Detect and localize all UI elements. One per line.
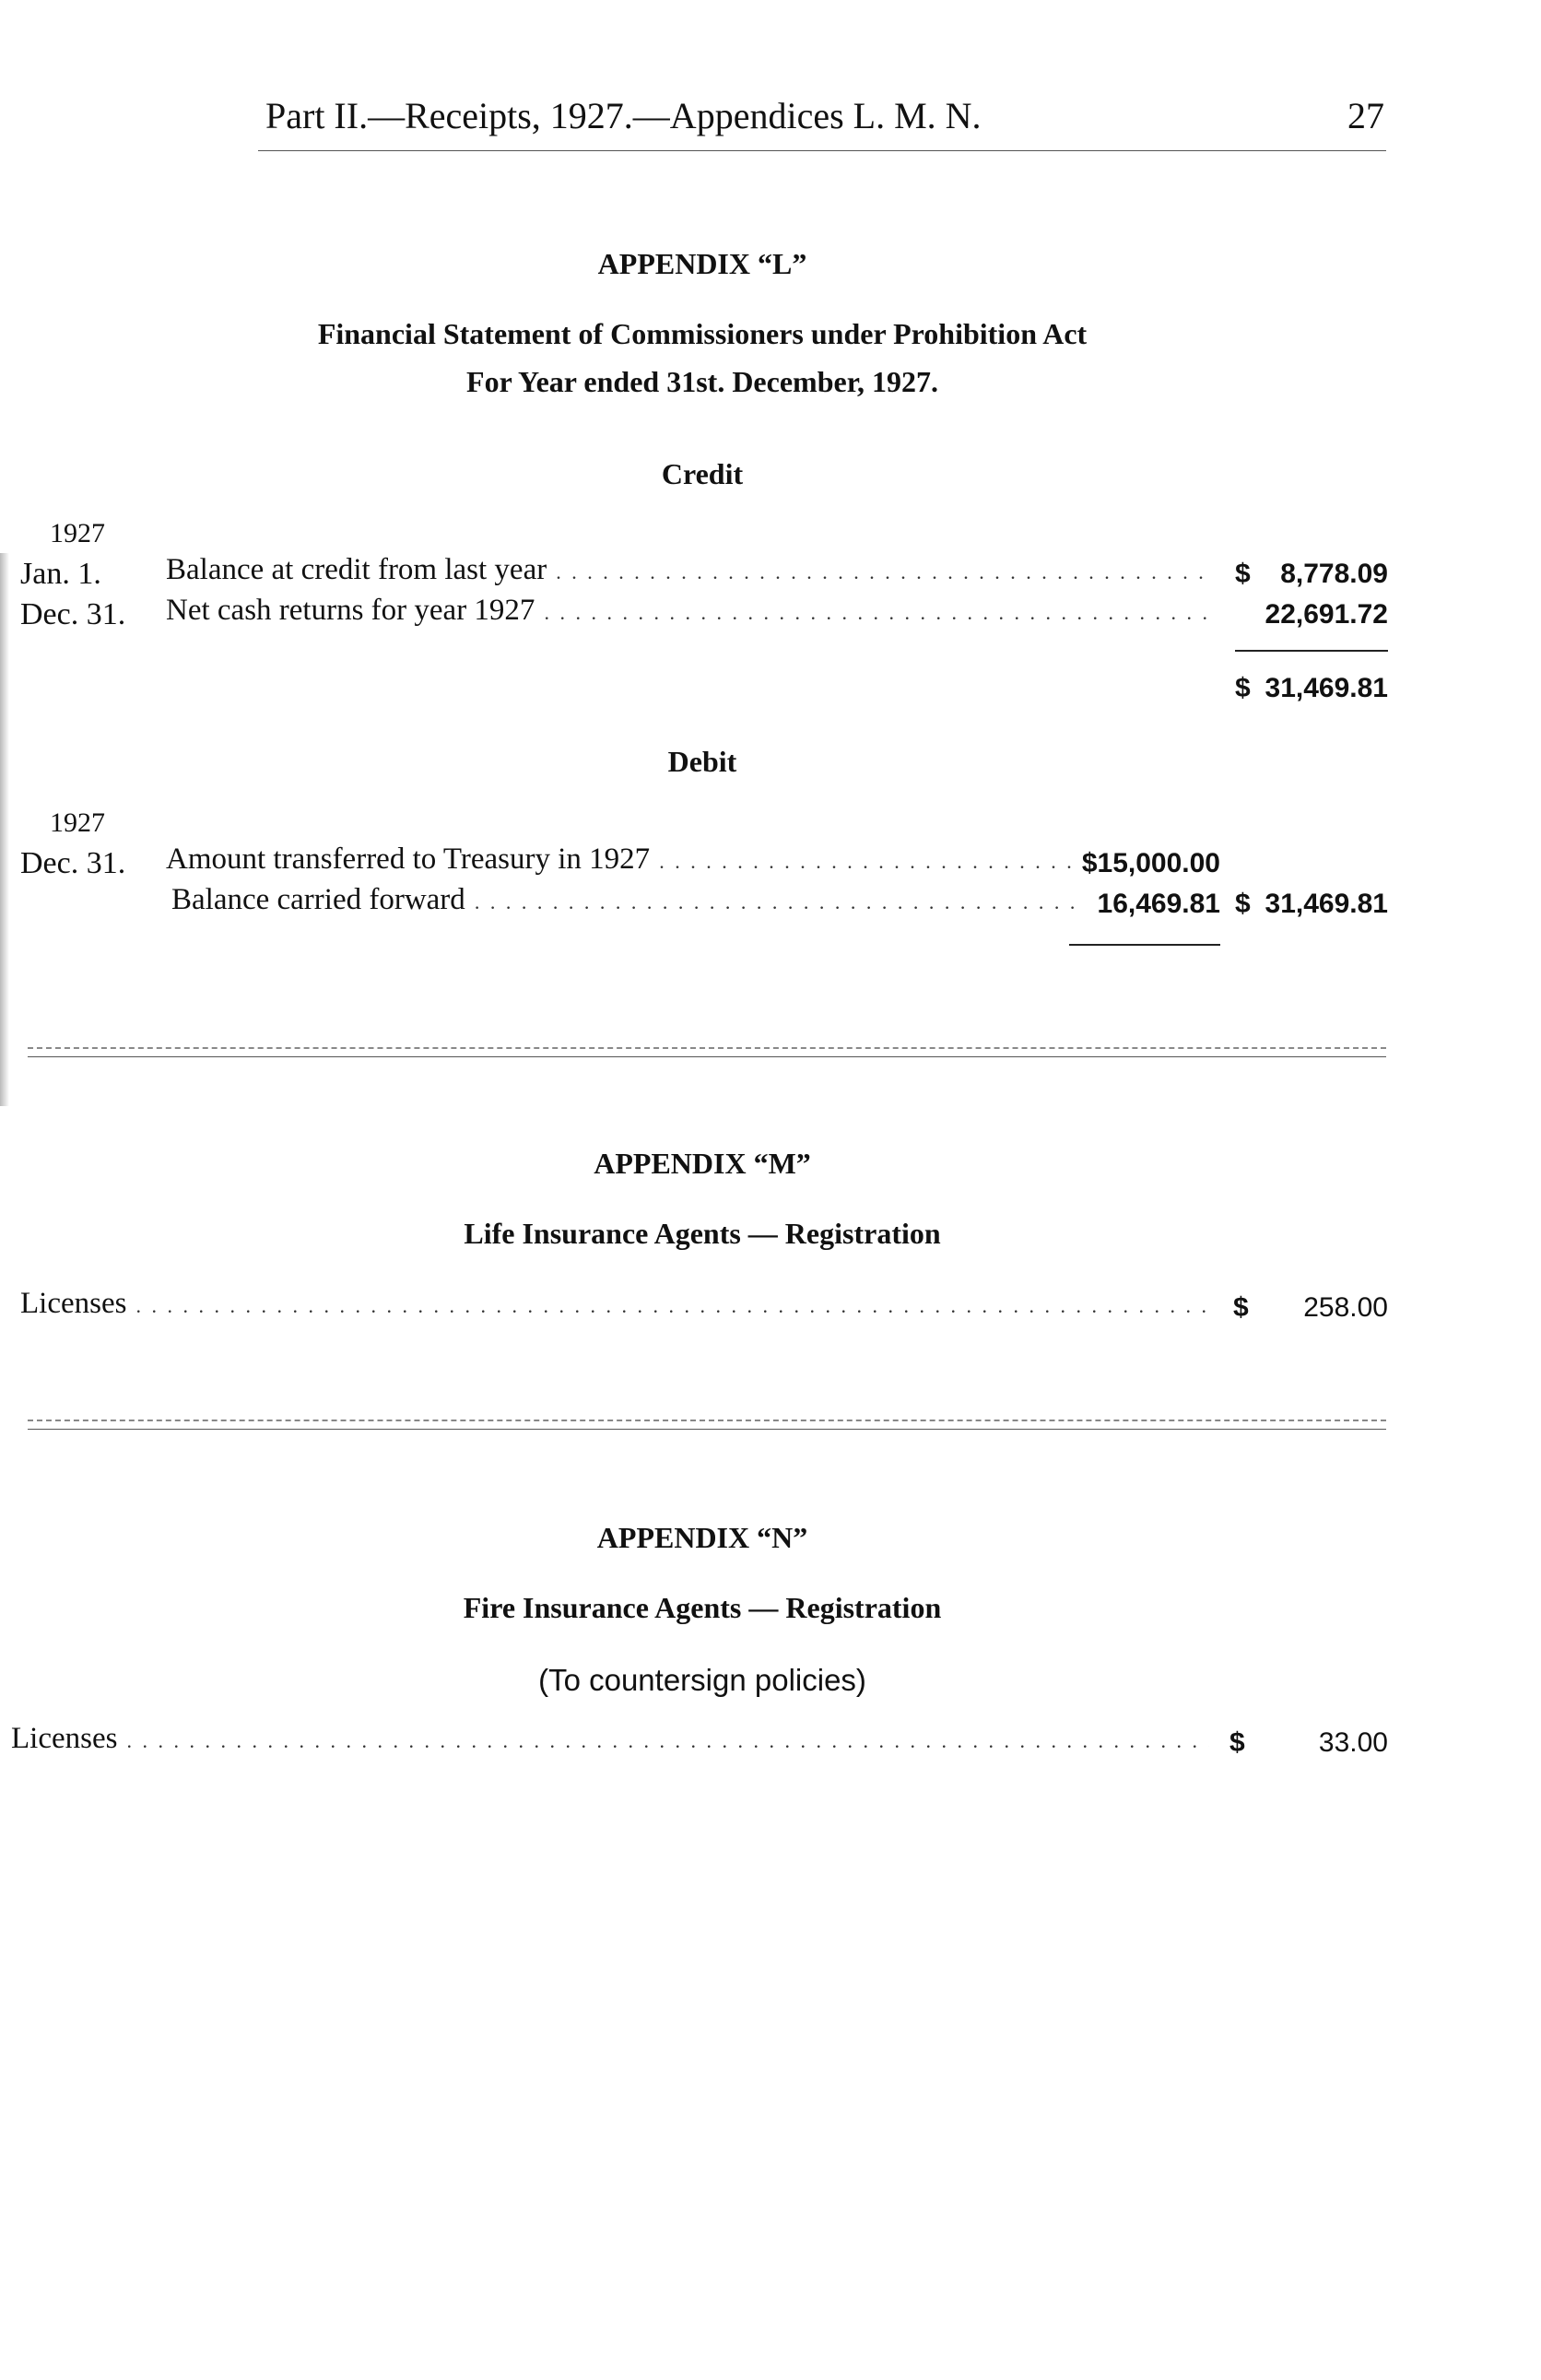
debit-row-amount: $15,000.00 bbox=[1081, 848, 1220, 878]
section-divider bbox=[28, 1429, 1386, 1430]
credit-row-currency: $ bbox=[1235, 559, 1251, 589]
dot-leader bbox=[126, 1729, 1209, 1753]
dot-leader bbox=[659, 850, 1078, 874]
appendix-m-title: Life Insurance Agents — Registration bbox=[464, 1217, 941, 1250]
credit-row-description: Net cash returns for year 1927 bbox=[166, 594, 535, 627]
credit-total-currency: $ bbox=[1235, 673, 1251, 703]
appendix-n-subtitle: (To countersign policies) bbox=[538, 1663, 866, 1697]
licenses-currency: $ bbox=[1229, 1727, 1245, 1758]
appendix-n-title: Fire Insurance Agents — Registration bbox=[463, 1591, 942, 1624]
credit-total-rule bbox=[1235, 650, 1388, 652]
licenses-label: Licenses bbox=[20, 1287, 127, 1320]
debit-heading: Debit bbox=[667, 745, 737, 778]
scan-edge-shadow bbox=[0, 553, 9, 1106]
licenses-amount: 33.00 bbox=[1318, 1727, 1388, 1758]
appendix-n-heading: APPENDIX “N” bbox=[596, 1521, 808, 1554]
page-number: 27 bbox=[1347, 95, 1384, 136]
section-divider bbox=[28, 1420, 1386, 1421]
header-rule bbox=[258, 150, 1386, 151]
debit-total: 31,469.81 bbox=[1265, 889, 1388, 919]
credit-row-date: Jan. 1. bbox=[20, 557, 101, 591]
credit-row bbox=[166, 553, 1207, 594]
running-header: Part II.—Receipts, 1927.—Appendices L. M. N. bbox=[265, 95, 982, 136]
debit-row-description: Balance carried forward bbox=[171, 883, 465, 916]
appendix-m-heading: APPENDIX “M” bbox=[594, 1147, 811, 1180]
credit-row-amount: 22,691.72 bbox=[1265, 599, 1388, 630]
licenses-amount: 258.00 bbox=[1303, 1292, 1388, 1323]
licenses-row bbox=[11, 1722, 1209, 1762]
dot-leader bbox=[475, 890, 1078, 914]
debit-row bbox=[171, 883, 1078, 924]
licenses-row bbox=[20, 1287, 1209, 1327]
licenses-label: Licenses bbox=[11, 1722, 118, 1755]
credit-row-description: Balance at credit from last year bbox=[166, 553, 547, 586]
debit-year: 1927 bbox=[50, 807, 105, 838]
dot-leader bbox=[135, 1294, 1209, 1318]
credit-row bbox=[166, 594, 1207, 634]
debit-row-date: Dec. 31. bbox=[20, 846, 126, 880]
debit-amount-rule bbox=[1069, 944, 1220, 946]
debit-row bbox=[166, 842, 1078, 883]
debit-row-description: Amount transferred to Treasury in 1927 bbox=[166, 842, 651, 876]
credit-heading: Credit bbox=[661, 457, 744, 490]
licenses-currency: $ bbox=[1233, 1292, 1249, 1323]
debit-total-currency: $ bbox=[1235, 889, 1251, 919]
dot-leader bbox=[544, 601, 1207, 625]
section-divider bbox=[28, 1047, 1386, 1049]
appendix-l-heading: APPENDIX “L” bbox=[597, 247, 807, 280]
appendix-l-title: Financial Statement of Commissioners under Prohibition Act bbox=[317, 317, 1088, 350]
debit-row-amount: 16,469.81 bbox=[1097, 889, 1220, 919]
credit-row-amount: 8,778.09 bbox=[1280, 559, 1388, 589]
dot-leader bbox=[556, 560, 1207, 584]
appendix-l-subtitle: For Year ended 31st. December, 1927. bbox=[466, 365, 938, 398]
credit-row-date: Dec. 31. bbox=[20, 597, 126, 631]
section-divider bbox=[28, 1056, 1386, 1057]
credit-year: 1927 bbox=[50, 518, 105, 548]
credit-total: 31,469.81 bbox=[1265, 673, 1388, 703]
